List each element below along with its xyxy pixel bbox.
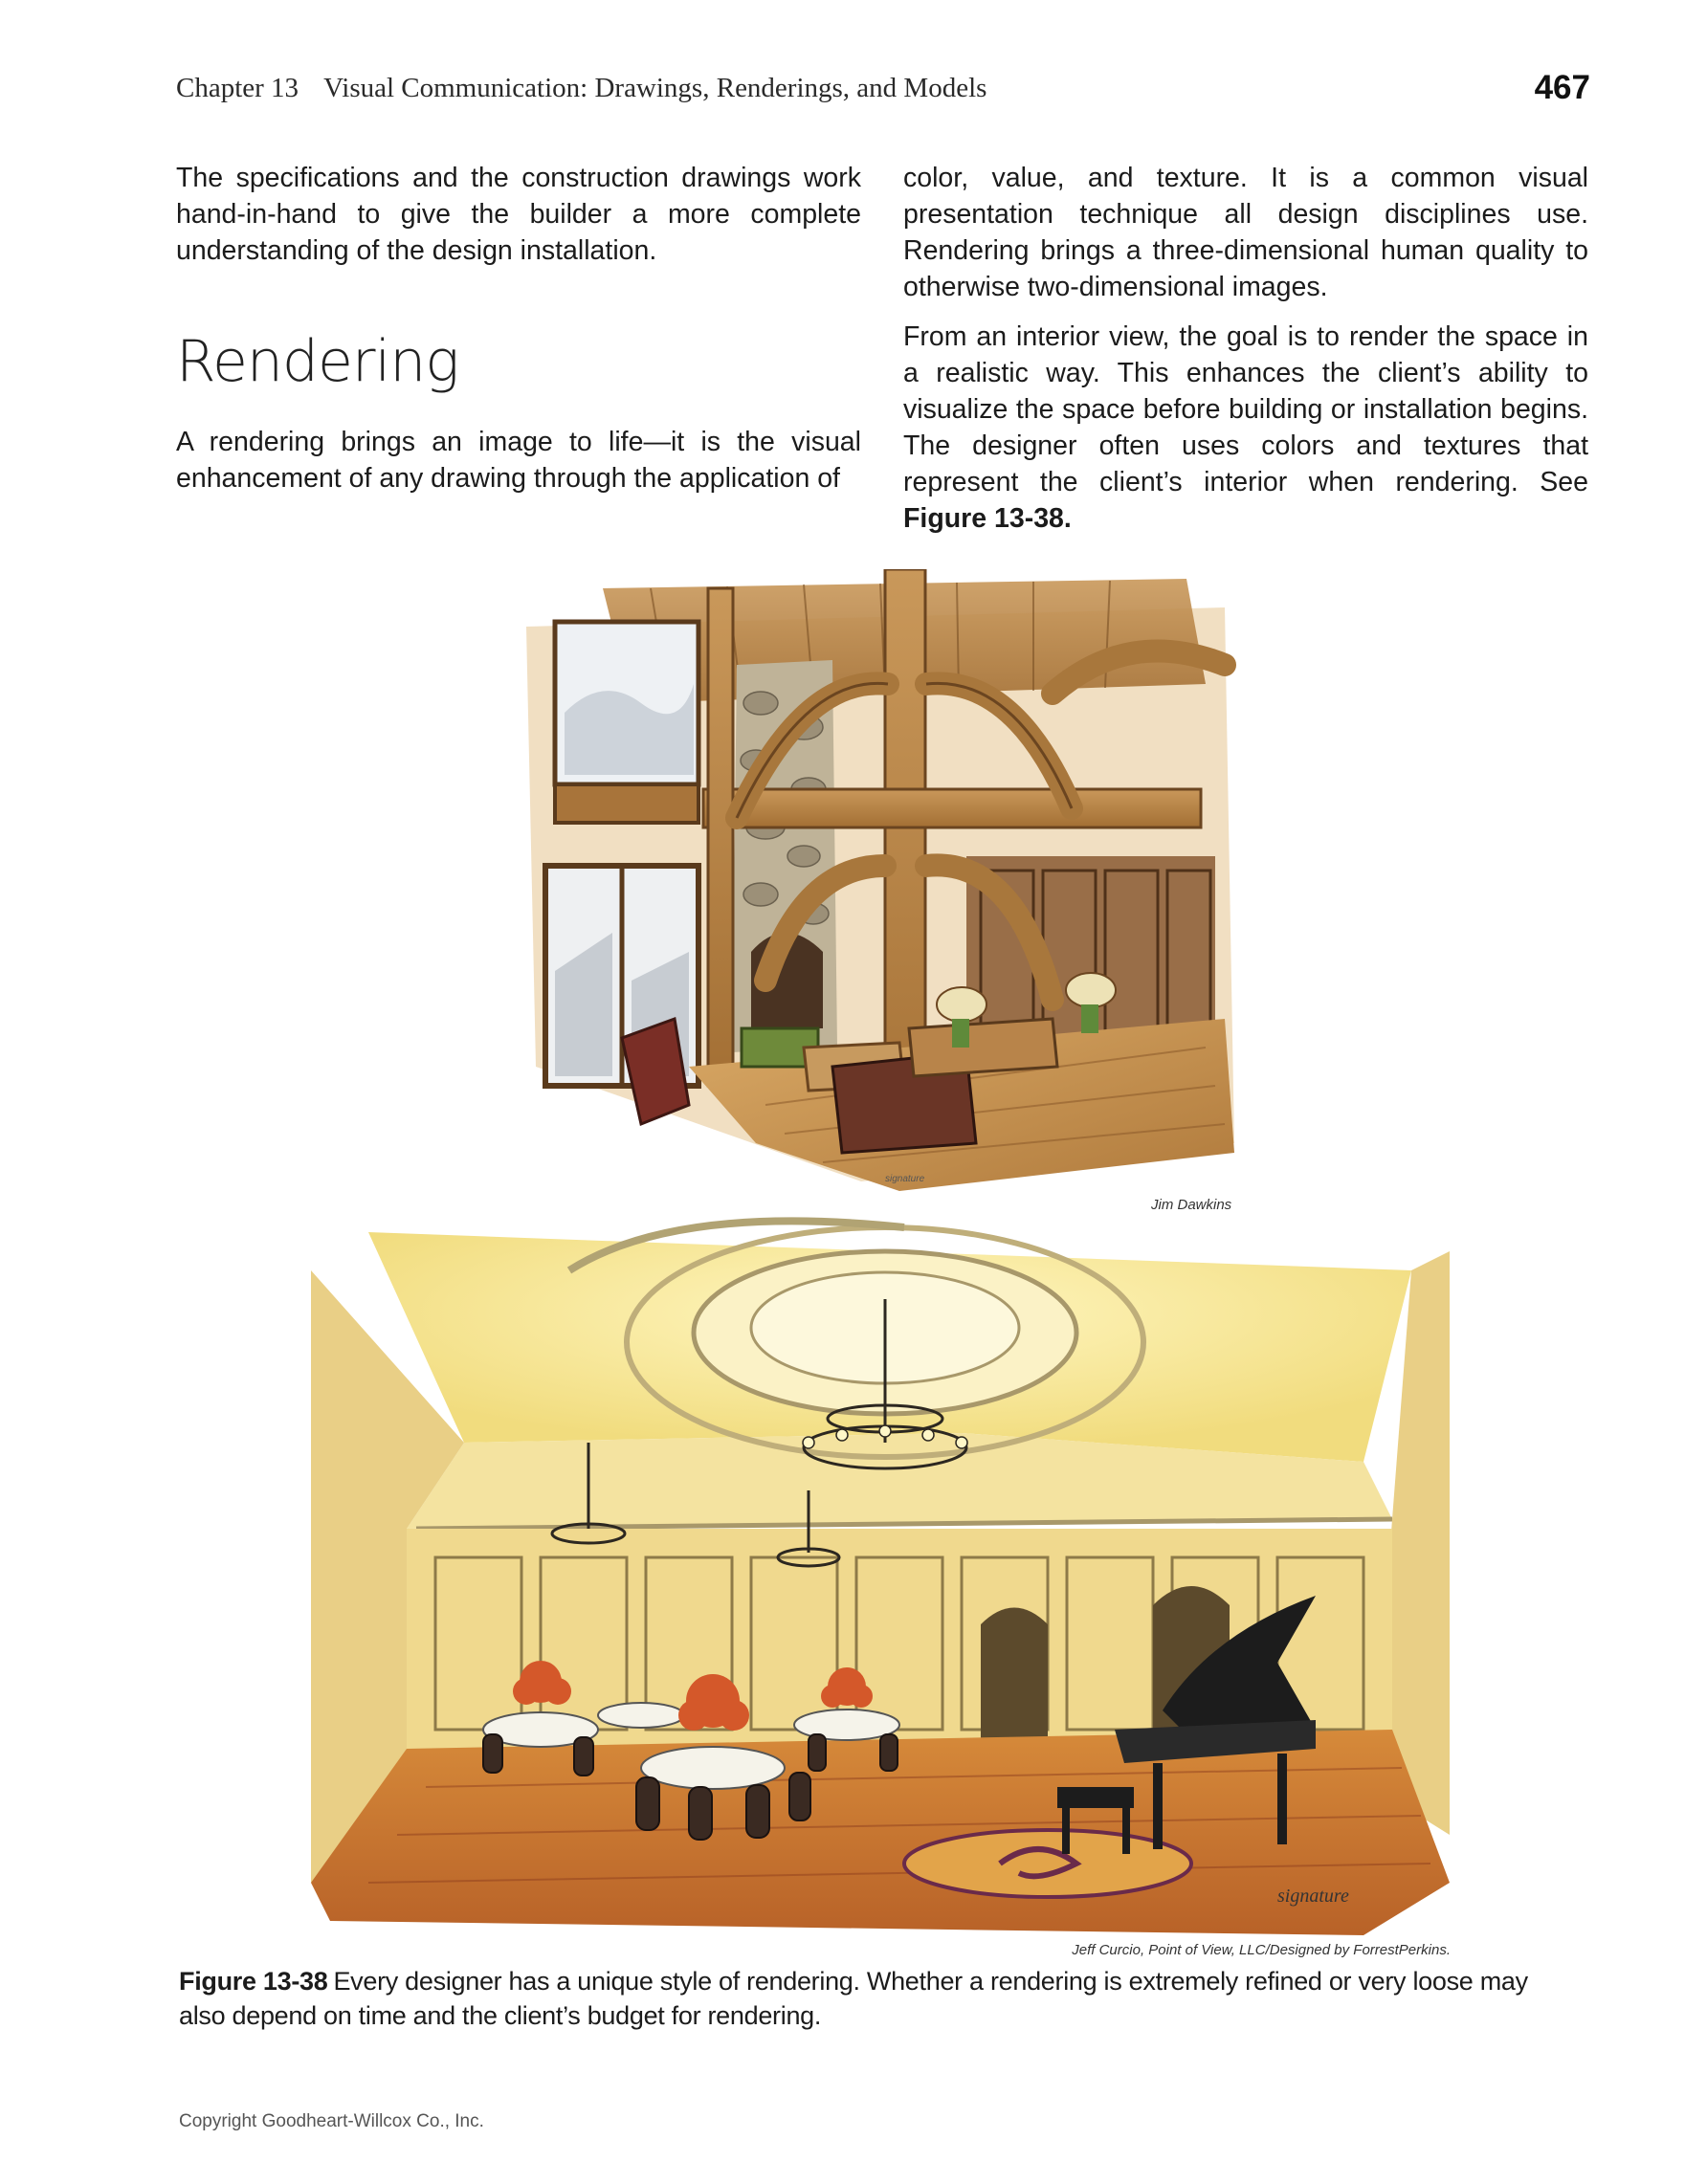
left-column bbox=[176, 160, 861, 510]
figure-label: Figure 13-38 bbox=[179, 1967, 328, 1996]
intro-paragraph: The specifications and the construction drawings work hand-in-hand to give the builder a more complete understanding of the design installation. bbox=[176, 163, 861, 266]
chapter-number: Chapter 13 bbox=[176, 73, 299, 103]
running-head bbox=[176, 69, 1590, 115]
copyright-footer: Copyright Goodheart-Willcox Co., Inc. bbox=[179, 2111, 484, 2131]
ballroom-rendering bbox=[311, 1213, 1450, 1935]
continued-paragraph: color, value, and texture. It is a common visual presentation technique all design disciplines use. Rendering brings a three-dimensional human quality to otherwise two-dimensional images. bbox=[903, 163, 1588, 302]
interior-view-text: From an interior view, the goal is to render the space in a realistic way. This enhances the client’s ability to visualize the space before building or installation begins. The designer often uses colors and textures that represent the client’s interior when rendering. See bbox=[903, 321, 1588, 497]
figure-caption bbox=[179, 1964, 1576, 2033]
page-number: 467 bbox=[1534, 69, 1590, 106]
svg-text:signature: signature bbox=[1277, 1886, 1349, 1907]
chapter-title: Visual Communication: Drawings, Renderings, and Models bbox=[323, 73, 987, 103]
timber-frame-rendering bbox=[517, 569, 1244, 1201]
top-image-credit: Jim Dawkins bbox=[1151, 1197, 1232, 1213]
interior-view-paragraph bbox=[903, 319, 1588, 537]
chapter-heading bbox=[176, 73, 987, 104]
svg-text:signature: signature bbox=[885, 1174, 925, 1184]
bottom-image-credit: Jeff Curcio, Point of View, LLC/Designed by ForrestPerkins. bbox=[1072, 1942, 1451, 1958]
figure-caption-text: Every designer has a unique style of rendering. Whether a rendering is extremely refined or very loose may also depend on time and the client’s budget for rendering. bbox=[179, 1967, 1528, 2030]
section-heading: Rendering bbox=[176, 328, 459, 395]
rendering-paragraph: A rendering brings an image to life—it is the visual enhancement of any drawing through the application of bbox=[176, 427, 861, 494]
right-column bbox=[903, 160, 1588, 550]
figure-reference: Figure 13-38. bbox=[903, 503, 1072, 534]
